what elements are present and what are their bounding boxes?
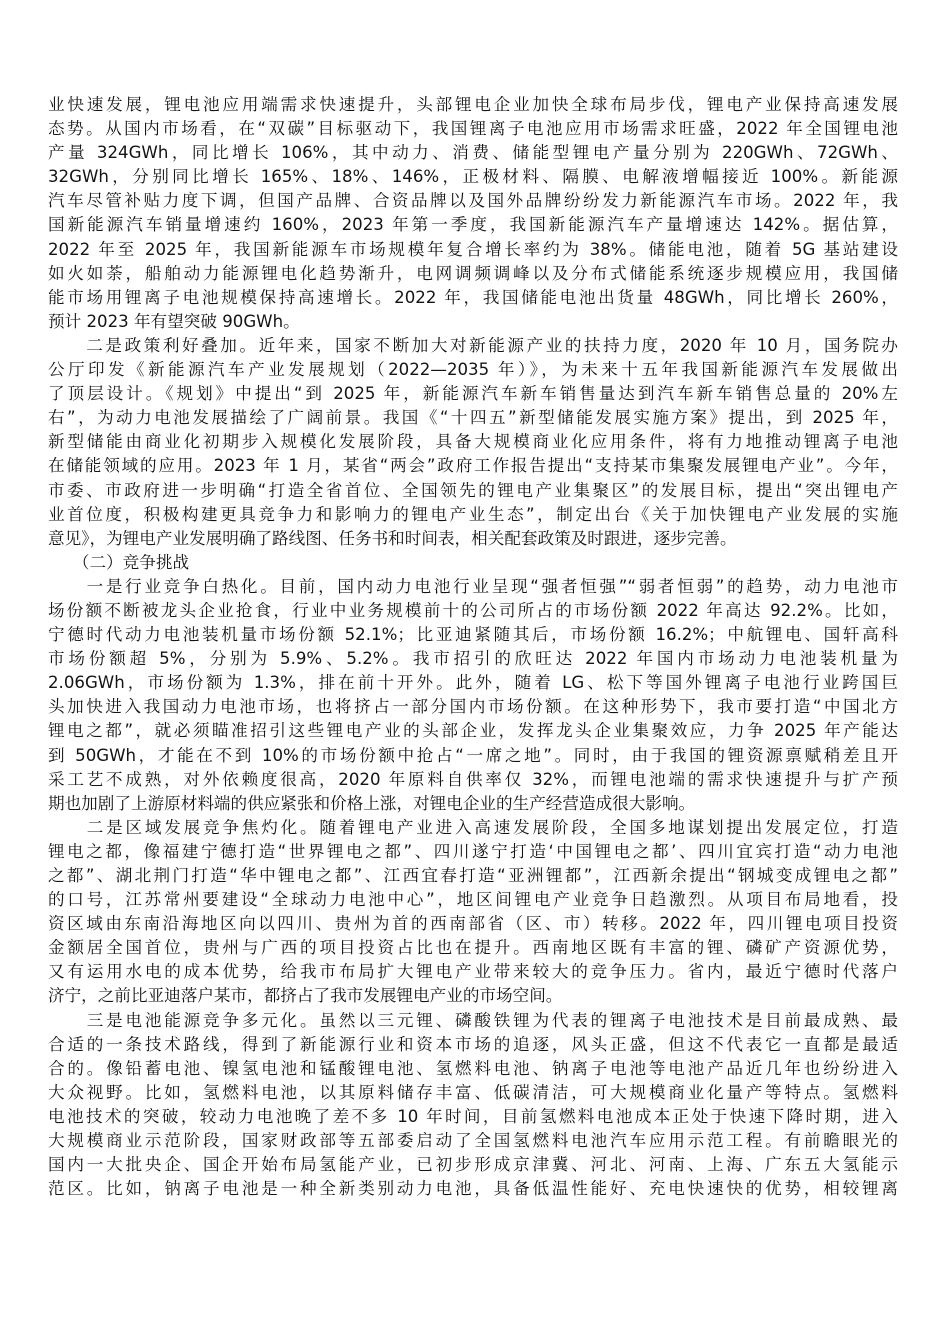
text-line: 合适的一条技术路线，得到了新能源行业和资本市场的追逐，风头正盛，但这不代表它一直都是最适 <box>48 1034 898 1054</box>
text-line: 大众视野。比如，氢燃料电池，以其原料储存丰富、低碳清洁，可大规模商业化量产等特点。氢燃料 <box>48 1082 898 1102</box>
text-line: 三是电池能源竞争多元化。虽然以三元锂、磷酸铁锂为代表的锂离子电池技术是目前最成熟、最 <box>48 1010 898 1030</box>
text-line: 态势。从国内市场看，在“双碳”目标驱动下，我国锂离子电池应用市场需求旺盛，2022 年全国锂电池 <box>48 119 898 139</box>
text-line: 采工艺不成熟，对外依赖度很高，2020 年原料自供率仅 32%，而锂电池端的需求快速提升与扩产预 <box>48 769 898 789</box>
text-line: 之都”、湖北荆门打造“华中锂电之都”、江西宜春打造“亚洲锂都”，江西新余提出“钢城变成锂电之都” <box>48 866 898 885</box>
text-line: 二是政策利好叠加。近年来，国家不断加大对新能源产业的扶持力度，2020 年 10 月，国务院办 <box>48 335 898 355</box>
text-line: 又有运用水电的成本优势，给我市布局扩大锂电产业带来较大的竞争压力。省内，最近宁德时代落户 <box>48 962 898 982</box>
text-line: 业快速发展，锂电池应用端需求快速提升，头部锂电企业加快全球布局步伐，锂电产业保持高速发展 <box>48 95 898 114</box>
text-line: 右”，为动力电池发展描绘了广阔前景。我国《“十四五”新型储能发展实施方案》提出，到 2025 年， <box>48 408 898 428</box>
text-line: 市场份额超 5%，分别为 5.9%、5.2%。我市招引的欣旺达 2022 年国内市场动力电池装机量为 <box>48 649 898 669</box>
text-line: 一是行业竞争白热化。目前，国内动力电池行业呈现“强者恒强”“弱者恒弱”的趋势，动力电池市 <box>48 576 898 596</box>
text-line: 能市场用锂离子电池规模保持高速增长。2022 年，我国储能电池出货量 48GWh，同比增长 260%， <box>48 287 898 307</box>
text-line: 金额居全国首位，贵州与广西的项目投资占比也在提升。西南地区既有丰富的锂、磷矿产资源优势， <box>48 938 898 958</box>
text-line: 产量 324GWh，同比增长 106%，其中动力、消费、储能型锂电产量分别为 220GWh、72GWh、 <box>48 143 898 163</box>
text-line: 公厅印发《新能源汽车产业发展规划（2022—2035 年）》，为未来十五年我国新能源汽车发展做出 <box>48 360 898 380</box>
text-line: （二）竞争挑战 <box>48 552 190 572</box>
text-line: 济宁，之前比亚迪落户某市，都挤占了我市发展锂电产业的市场空间。 <box>48 986 563 1006</box>
text-line: 的口号，江苏常州要建设“全球动力电池中心”，地区间锂电产业竞争日趋激烈。从项目布局地看，投 <box>48 890 898 910</box>
text-line: 国新能源汽车销量增速约 160%，2023 年第一季度，我国新能源汽车产量增速达 142%。据估算， <box>48 215 898 235</box>
text-line: 电池技术的突破，较动力电池晚了差不多 10 年时间，目前氢燃料电池成本正处于快速下降时期，进入 <box>48 1106 898 1126</box>
text-line: 在储能领域的应用。2023 年 1 月，某省“两会”政府工作报告提出“支持某市集聚发展锂电产业”。今年， <box>48 456 898 476</box>
text-line: 头加快进入我国动力电池市场，也将挤占一部分国内市场份额。在这种形势下，我市要打造“中国北方 <box>48 697 898 717</box>
text-line: 新型储能由商业化初期步入规模化发展阶段，具备大规模商业化应用条件，将有力地推动锂离子电池 <box>48 432 898 452</box>
text-line: 锂电之都”，就必须瞄准招引这些锂电产业的头部企业，发挥龙头企业集聚效应，力争 2025 年产能达 <box>48 721 898 741</box>
text-line: 意见》，为锂电产业发展明确了路线图、任务书和时间表，相关配套政策及时跟进，逐步完善。 <box>48 528 737 548</box>
text-line: 场份额不断被龙头企业抢食，行业中业务规模前十的公司所占的市场份额 2022 年高达 92.2%。比如， <box>48 600 898 620</box>
text-line: 如火如荼，船舶动力能源锂电化趋势渐升，电网调频调峰以及分布式储能系统逐步规模应用，我国储 <box>48 263 898 283</box>
text-line: 资区域由东南沿海地区向以四川、贵州为首的西南部省（区、市）转移。2022 年，四川锂电项目投资 <box>48 914 898 934</box>
text-line: 宁德时代动力电池装机量市场份额 52.1%；比亚迪紧随其后，市场份额 16.2%；中航锂电、国轩高科 <box>48 625 898 645</box>
text-line: 业首位度，积极构建更具竞争力和影响力的锂电产业生态”，制定出台《关于加快锂电产业发展的实施 <box>48 504 898 524</box>
text-line: 2.06GWh，市场份额为 1.3%，排在前十开外。此外，随着 LG、松下等国外锂离子电池行业跨国巨 <box>48 673 898 693</box>
text-line: 合的。像铅蓄电池、镍氢电池和锰酸锂电池、氢燃料电池、钠离子电池等电池产品近几年也纷纷进入 <box>48 1058 898 1078</box>
text-line: 范区。比如，钠离子电池是一种全新类别动力电池，具备低温性能好、充电快速快的优势，相较锂离 <box>48 1179 898 1199</box>
text-line: 汽车尽管补贴力度下调，但国产品牌、合资品牌以及国外品牌纷纷发力新能源汽车市场。2022 年，我 <box>48 191 898 211</box>
text-line: 32GWh，分别同比增长 165%、18%、146%，正极材料、隔膜、电解液增幅接近 100%。新能源 <box>48 167 898 187</box>
text-line: 大规模商业示范阶段，国家财政部等五部委启动了全国氢燃料电池汽车应用示范工程。有前瞻眼光的 <box>48 1131 898 1151</box>
text-line: 国内一大批央企、国企开始布局氢能产业，已初步形成京津冀、河北、河南、上海、广东五大氢能示 <box>48 1155 898 1175</box>
text-line: 期也加剧了上游原材料端的供应紧张和价格上涨，对锂电企业的生产经营造成很大影响。 <box>48 793 696 813</box>
text-line: 二是区域发展竞争焦灼化。随着锂电产业进入高速发展阶段，全国多地谋划提出发展定位，打造 <box>48 817 898 837</box>
text-line: 2022 年至 2025 年，我国新能源车市场规模年复合增长率约为 38%。储能电池，随着 5G 基站建设 <box>48 239 898 259</box>
text-line: 锂电之都，像福建宁德打造“世界锂电之都”、四川遂宁打造‘中国锂电之都’、四川宜宾打造“动力电池 <box>48 841 898 861</box>
text-line: 预计 2023 年有望突破 90GWh。 <box>48 311 300 331</box>
text-line: 市委、市政府进一步明确“打造全省首位、全国领先的锂电产业集聚区”的发展目标，提出“突出锂电产 <box>48 480 898 500</box>
text-line: 了顶层设计。《规划》中提出“到 2025 年，新能源汽车新车销售量达到汽车新车销售总量的 20%左 <box>48 384 898 404</box>
text-line: 到 50GWh，才能在不到 10%的市场份额中抢占“一席之地”。同时，由于我国的锂资源禀赋稍差且开 <box>48 745 898 765</box>
